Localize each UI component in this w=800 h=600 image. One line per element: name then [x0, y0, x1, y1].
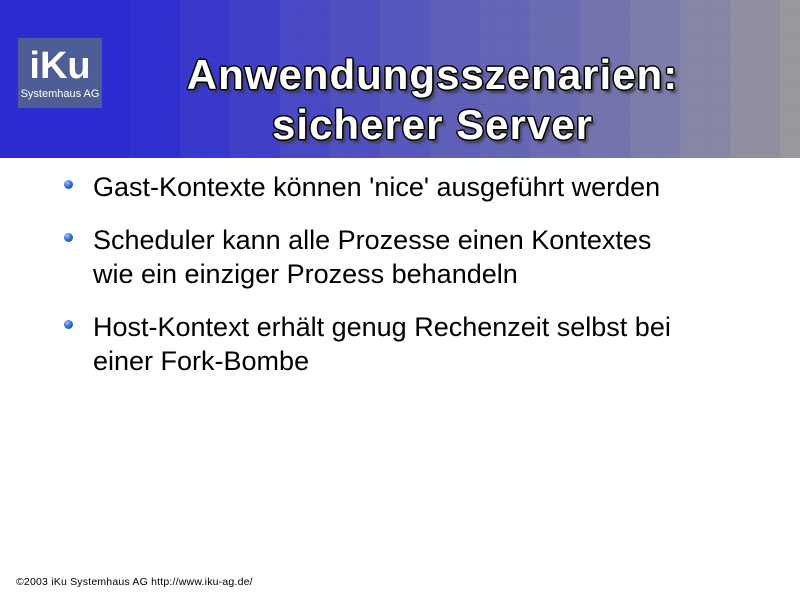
slide-header-band	[0, 0, 800, 158]
bullet-text-1	[93, 170, 660, 204]
bullet-text-3	[93, 310, 671, 378]
slide-title-line-1: Anwendungsszenarien:	[186, 51, 679, 98]
bullet-text-2	[93, 223, 651, 291]
bullet-2-line-2: wie ein einziger Prozess behandeln	[93, 259, 518, 289]
bullet-sphere-icon	[64, 180, 73, 189]
slide-title-line-2: sicherer Server	[272, 101, 593, 148]
bullet-item-3	[64, 310, 744, 378]
slide-title	[80, 50, 785, 150]
bullet-item-2	[64, 223, 744, 291]
bullet-3-line-1: Host-Kontext erhält genug Rechenzeit selbst bei	[93, 312, 671, 342]
bullet-1-line-1: Gast-Kontexte können 'nice' ausgeführt werden	[93, 172, 661, 202]
logo-wordmark: iKu	[29, 44, 91, 87]
bullet-item-1	[64, 170, 744, 204]
bullet-list	[64, 170, 744, 397]
bullet-sphere-icon	[64, 233, 73, 242]
bullet-2-line-1: Scheduler kann alle Prozesse einen Kontextes	[93, 225, 652, 255]
iku-logo	[18, 38, 102, 108]
bullet-sphere-icon	[64, 320, 73, 329]
bullet-3-line-2: einer Fork-Bombe	[93, 346, 310, 376]
logo-subtitle: Systemhaus AG	[20, 87, 100, 100]
copyright-footer: ©2003 iKu Systemhaus AG http://www.iku-ag.de/	[16, 576, 253, 588]
